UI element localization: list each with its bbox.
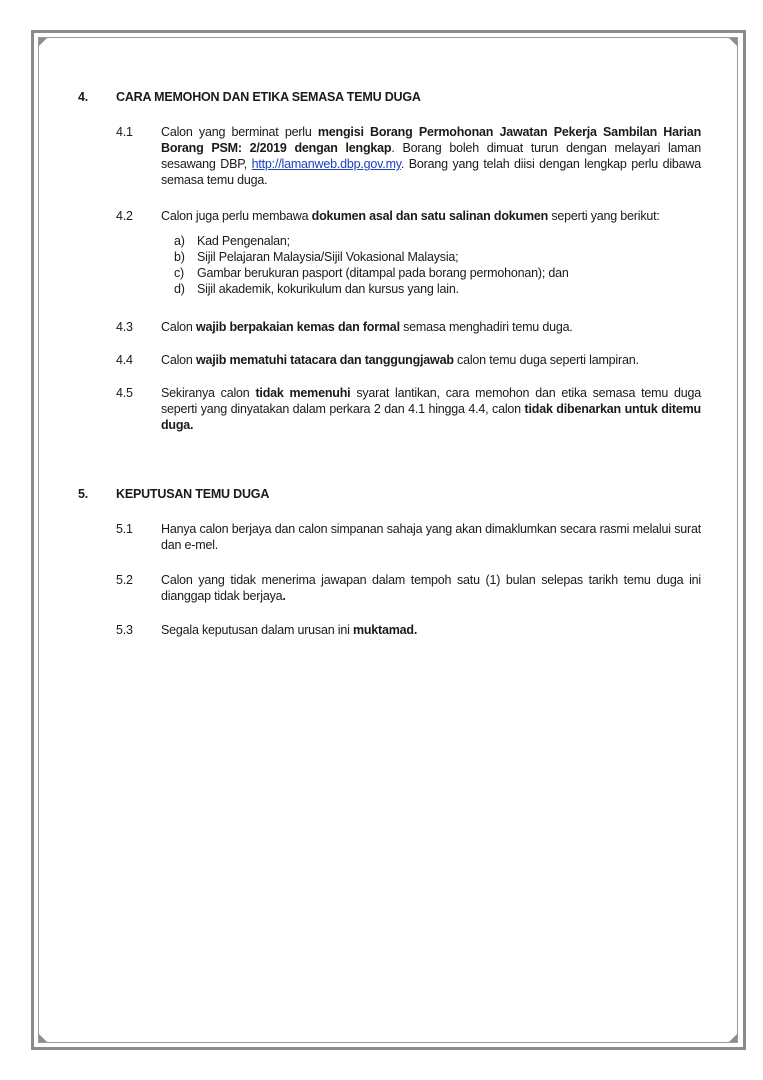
item-4-5 [116,385,701,433]
item-5-1 [116,521,701,553]
section-title: CARA MEMOHON DAN ETIKA SEMASA TEMU DUGA [116,90,421,104]
list-text: Gambar berukuran pasport (ditampal pada borang permohonan); dan [197,266,569,280]
section-number: 5. [78,487,89,501]
section-title: KEPUTUSAN TEMU DUGA [116,487,270,501]
document-list [174,233,694,297]
corner-ornament-top-left [39,38,47,46]
text-run: Calon juga perlu membawa [161,209,312,223]
list-text: Kad Pengenalan; [197,234,290,248]
list-item [174,281,694,297]
text-run: . Borang boleh dimuat turun dengan melayari laman sesawang DBP, [161,141,701,171]
text-run: Segala keputusan dalam urusan ini [161,623,353,637]
text-run: Sekiranya calon [161,386,256,400]
text-run: Hanya calon berjaya dan calon simpanan sahaja yang akan dimaklumkan secara rasmi melalui surat dan e-mel. [161,522,701,552]
list-letter: c) [174,266,185,280]
bold-run: dokumen asal dan satu salinan dokumen [311,209,549,223]
corner-ornament-top-right [729,38,737,46]
item-text [161,352,701,368]
list-item [174,233,694,249]
item-number: 4.2 [116,209,133,223]
section-4-heading [78,90,421,104]
item-4-2 [116,208,701,224]
section-number: 4. [78,90,89,104]
text-run: Calon yang berminat perlu [161,125,318,139]
text-run: Calon [161,320,196,334]
text-run: syarat lantikan, cara memohon dan etika semasa temu duga seperti yang dinyatakan dalam perkara 2 dan 4.1 hingga 4.4, calon [161,386,701,416]
item-text [161,572,701,604]
item-number: 4.1 [116,125,133,139]
bold-run: wajib mematuhi tatacara dan tanggungjawab [195,353,454,367]
item-text [161,319,701,335]
section-5-heading [78,487,269,501]
dbp-website-link[interactable]: http://lamanweb.dbp.gov.my [251,157,401,171]
bold-run: muktamad. [352,623,418,637]
item-text [161,385,701,433]
bold-run: tidak dibenarkan untuk ditemu duga. [161,402,701,432]
text-run: seperti yang berikut: [548,209,660,223]
bold-run: wajib berpakaian kemas dan formal [195,320,400,334]
list-letter: a) [174,234,185,248]
item-number: 4.5 [116,386,133,400]
item-4-4 [116,352,701,368]
text-run: Calon [161,353,196,367]
text-run: semasa menghadiri temu duga. [399,320,573,334]
bold-run: tidak memenuhi [255,386,351,400]
corner-ornament-bottom-right [729,1034,737,1042]
item-number: 4.4 [116,353,133,367]
list-text: Sijil Pelajaran Malaysia/Sijil Vokasional Malaysia; [197,250,459,264]
list-letter: d) [174,282,185,296]
item-number: 5.1 [116,522,133,536]
text-run: Calon yang tidak menerima jawapan dalam tempoh satu (1) bulan selepas tarikh temu duga ini dianggap tidak berjaya [161,573,701,603]
item-5-2 [116,572,701,604]
item-number: 5.3 [116,623,133,637]
item-number: 5.2 [116,573,133,587]
text-run: calon temu duga seperti lampiran. [453,353,639,367]
text-run: . Borang yang telah diisi dengan lengkap perlu dibawa semasa temu duga. [161,157,701,187]
list-item [174,249,694,265]
item-4-1 [116,124,701,188]
item-text [161,124,701,188]
item-text [161,622,701,638]
item-number: 4.3 [116,320,133,334]
corner-ornament-bottom-left [39,1034,47,1042]
item-text [161,208,701,224]
list-text: Sijil akademik, kokurikulum dan kursus yang lain. [197,282,459,296]
list-item [174,265,694,281]
item-4-3 [116,319,701,335]
list-letter: b) [174,250,185,264]
item-text [161,521,701,553]
bold-run: mengisi Borang Permohonan Jawatan Pekerja Sambilan Harian Borang PSM: 2/2019 dengan lengkap [161,125,701,155]
item-5-3 [116,622,701,638]
bold-run: . [282,589,286,603]
